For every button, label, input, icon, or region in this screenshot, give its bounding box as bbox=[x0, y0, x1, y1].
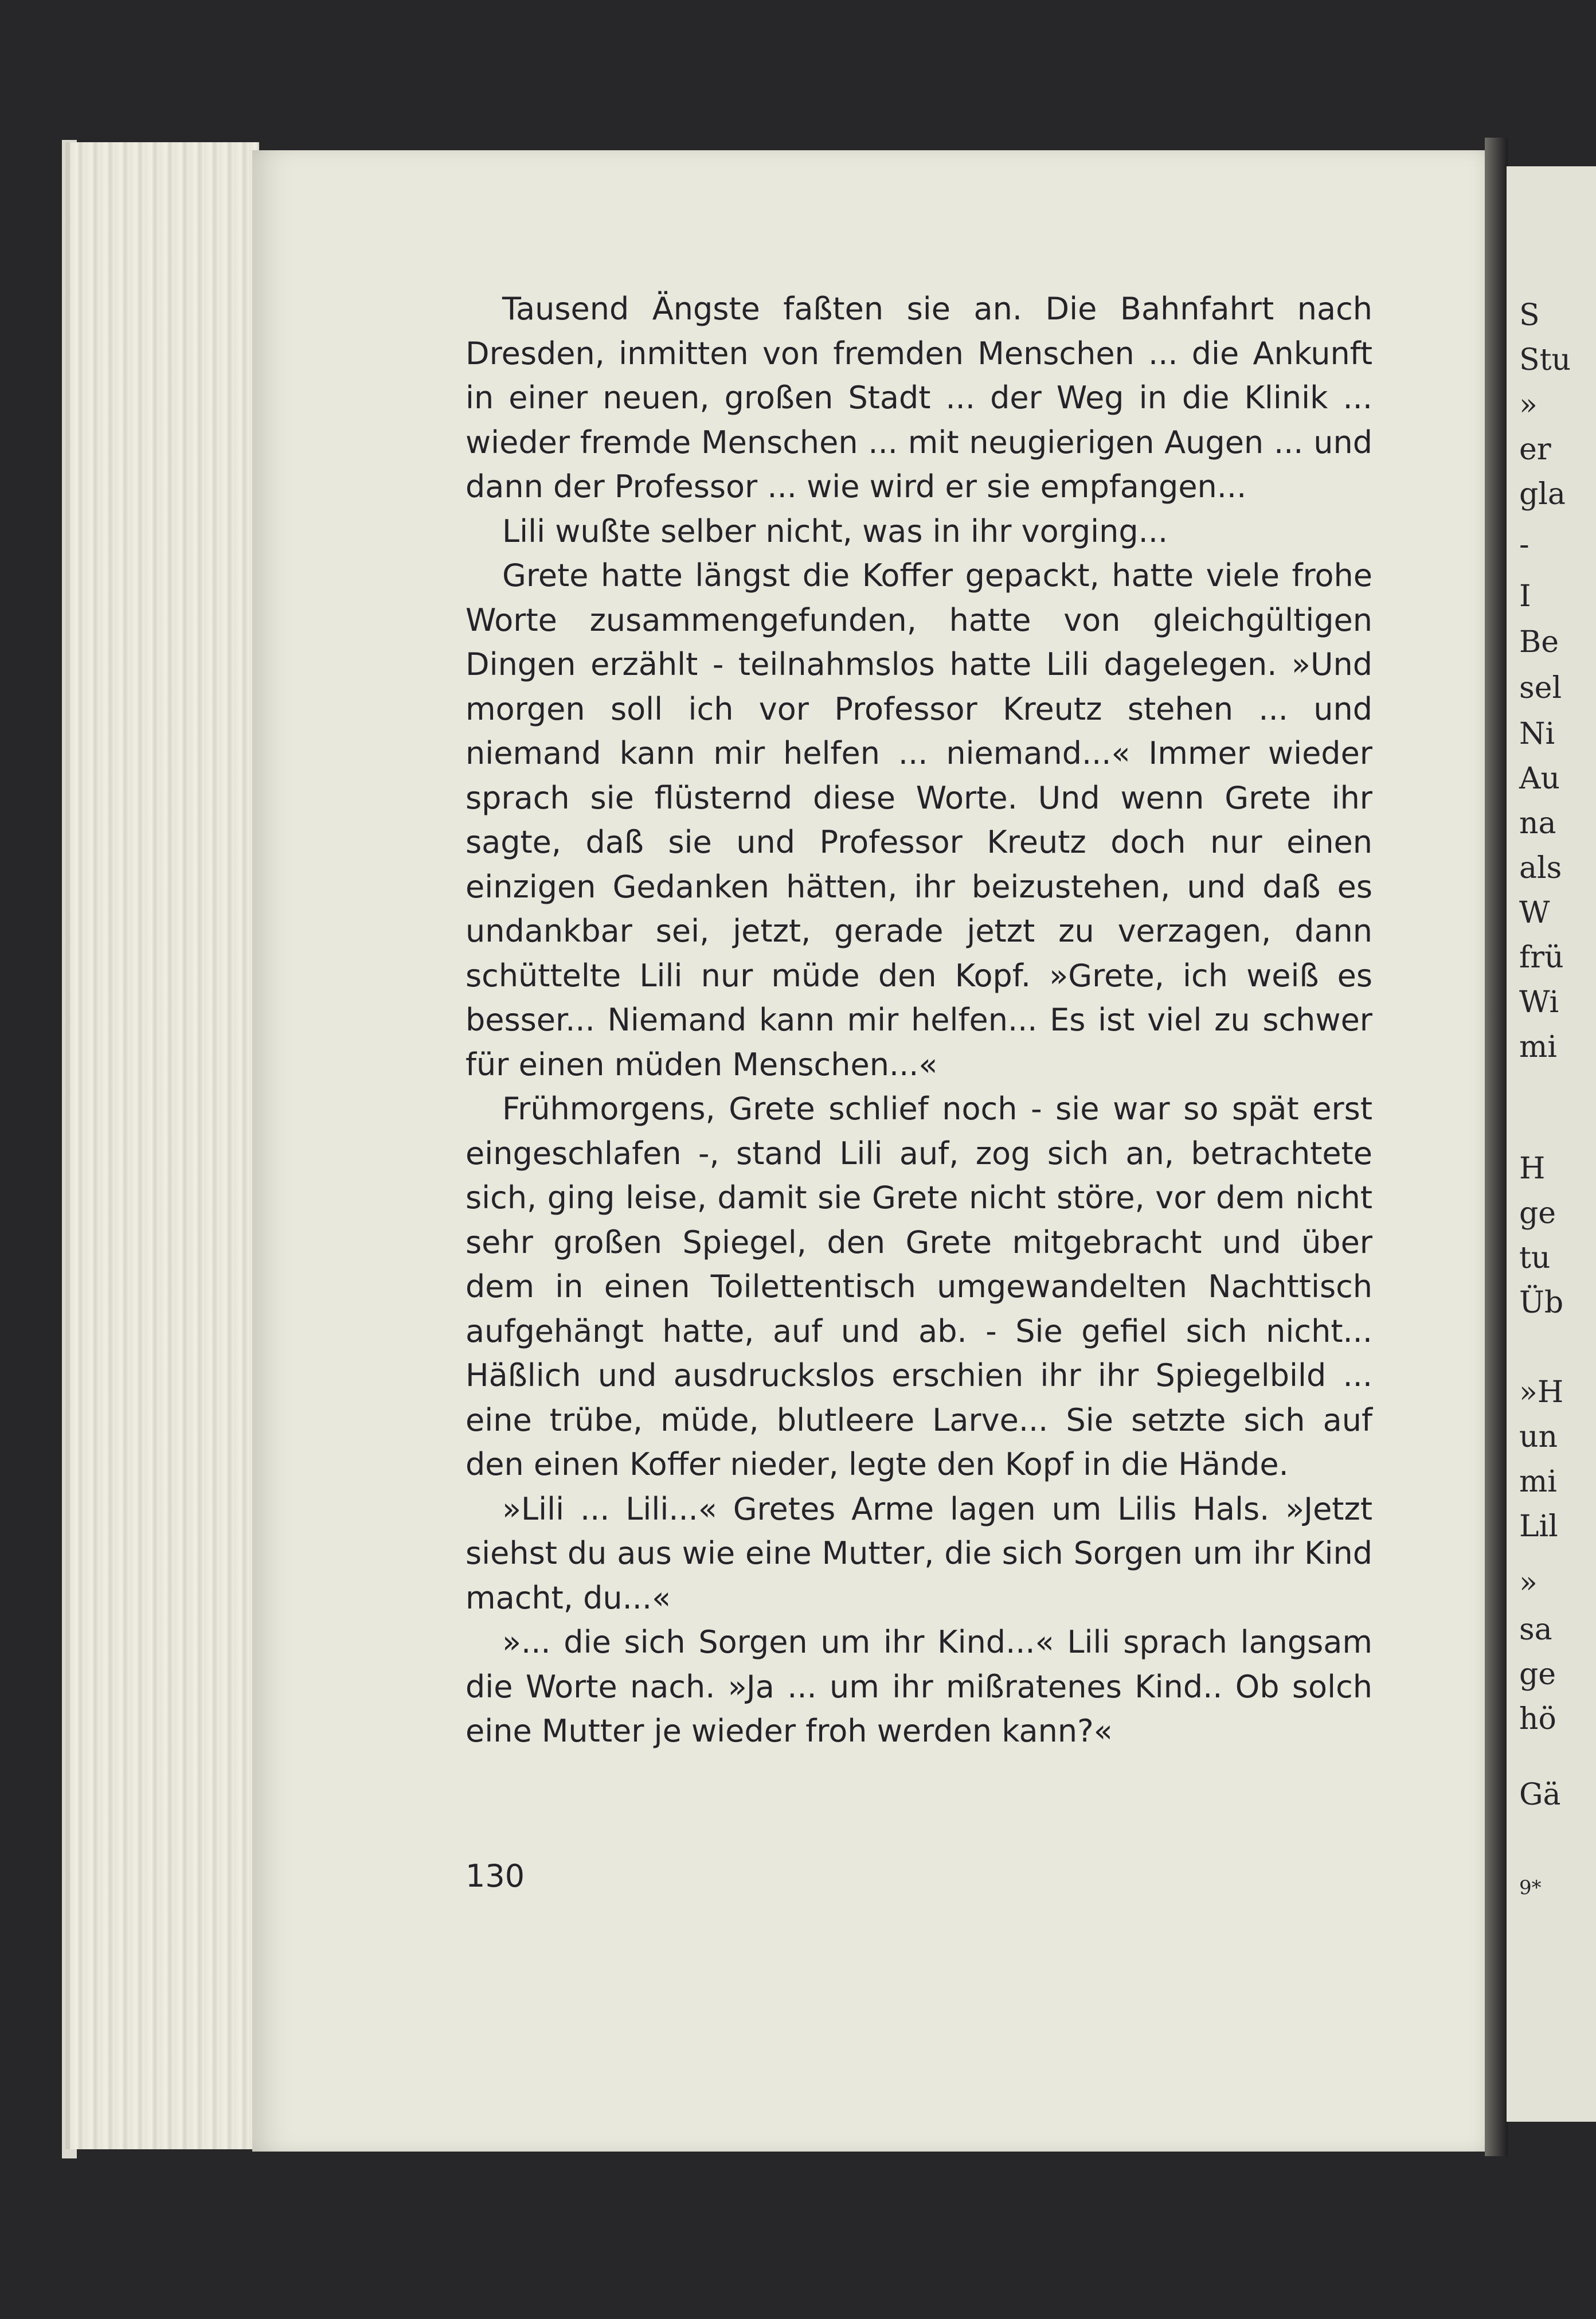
facing-line-fragment: er bbox=[1519, 432, 1551, 467]
facing-line-fragment: als bbox=[1519, 851, 1562, 885]
facing-line-fragment: - bbox=[1519, 528, 1530, 562]
paragraph: Grete hatte längst die Koffer gepackt, hatte viele frohe Worte zusammengefunden, hatte von gleichgültigen Dingen erzählt - teilnahmslos hatte Lili dagelegen. »Und morgen soll ich vor Professor Kreutz stehen ... und niemand kann mir helfen ... niemand...« Immer wieder sprach sie flüsternd diese Worte. Und wenn Grete ihr sagte, daß sie und Professor Kreutz doch nur einen einzigen Gedanken hätten, ihr beizustehen, und daß es undankbar sei, jetzt, gerade jetzt zu verzagen, dann schüttelte Lili nur müde den Kopf. »Grete, ich weiß es besser... Niemand kann mir helfen... Es ist viel zu schwer für einen müden Menschen...« bbox=[466, 557, 1372, 1083]
facing-line-fragment: » bbox=[1519, 1565, 1538, 1600]
facing-line-fragment: ge bbox=[1519, 1657, 1556, 1692]
paragraph: Tausend Ängste faßten sie an. Die Bahnfahrt nach Dresden, inmitten von fremden Menschen ... die Ankunft in einer neuen, großen Stadt ... der Weg in die Klinik ... wieder fremde Menschen ... mit neugierigen Augen ... und dann der Professor ... wie wird er sie empfangen... bbox=[466, 291, 1372, 505]
page-block-edges bbox=[70, 142, 259, 2149]
paragraph: Lili wußte selber nicht, was in ihr vorging... bbox=[502, 513, 1168, 549]
facing-line-fragment: H bbox=[1519, 1151, 1546, 1186]
facing-line-fragment: mi bbox=[1519, 1030, 1557, 1064]
facing-line-fragment: Stu bbox=[1519, 343, 1571, 377]
facing-line-fragment: ge bbox=[1519, 1196, 1556, 1231]
paragraph: Frühmorgens, Grete schlief noch - sie war so spät erst eingeschlafen -, stand Lili auf, zog sich an, betrachtete sich, ging leise, damit sie Grete nicht störe, vor dem nicht sehr großen Spiegel, den Grete mitgebracht und über dem in einen Toilettentisch umgewandelten Nachttisch aufgehängt hatte, auf und ab. - Sie gefiel sich nicht... Häßlich und ausdruckslos erschien ihr ihr Spiegelbild ... eine trübe, müde, blutleere Larve... Sie setzte sich auf den einen Koffer nieder, legte den Kopf in die Hände. bbox=[466, 1091, 1372, 1482]
facing-line-fragment: gla bbox=[1519, 477, 1566, 512]
facing-line-fragment: frü bbox=[1519, 940, 1564, 975]
facing-line-fragment: tu bbox=[1519, 1241, 1551, 1275]
paragraph: »Lili ... Lili...« Gretes Arme lagen um Lilis Hals. »Jetzt siehst du aus wie eine Mutter, die sich Sorgen um ihr Kind macht, du...« bbox=[466, 1490, 1372, 1616]
facing-line-fragment: un bbox=[1519, 1420, 1558, 1454]
facing-line-fragment: Üb bbox=[1519, 1286, 1564, 1320]
paragraph: »... die sich Sorgen um ihr Kind...« Lili sprach langsam die Worte nach. »Ja ... um ihr mißratenes Kind.. Ob solch eine Mutter je wieder froh werden kann?« bbox=[466, 1624, 1372, 1749]
facing-line-fragment: na bbox=[1519, 806, 1556, 841]
page-text bbox=[466, 287, 1372, 1754]
facing-line-fragment: I bbox=[1519, 579, 1531, 614]
book-gutter bbox=[1485, 138, 1508, 2156]
facing-line-fragment: sa bbox=[1519, 1613, 1552, 1647]
facing-line-fragment: Au bbox=[1519, 762, 1560, 796]
facing-line-fragment: Wi bbox=[1519, 985, 1559, 1020]
signature-mark: 9* bbox=[1519, 1876, 1542, 1899]
facing-line-fragment: S bbox=[1519, 298, 1540, 333]
facing-page bbox=[1507, 166, 1596, 2122]
facing-line-fragment: Be bbox=[1519, 625, 1559, 659]
facing-line-fragment: Lil bbox=[1519, 1509, 1558, 1544]
facing-line-fragment: sel bbox=[1519, 671, 1562, 705]
facing-line-fragment: » bbox=[1519, 388, 1538, 422]
facing-line-fragment: Gä bbox=[1519, 1778, 1561, 1812]
facing-line-fragment: W bbox=[1519, 896, 1550, 930]
facing-line-fragment: Ni bbox=[1519, 717, 1555, 751]
facing-line-fragment: mi bbox=[1519, 1465, 1557, 1499]
page-number: 130 bbox=[466, 1858, 525, 1894]
facing-line-fragment: »H bbox=[1519, 1375, 1564, 1410]
facing-line-fragment: hö bbox=[1519, 1702, 1556, 1736]
